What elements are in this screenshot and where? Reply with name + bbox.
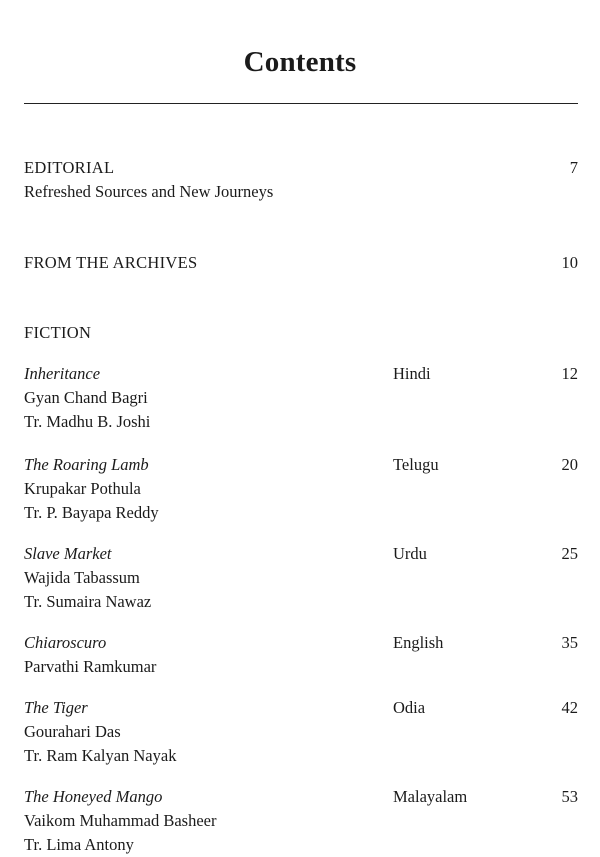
entry-translator: Tr. Madhu B. Joshi [24, 412, 151, 431]
entry-translator: Tr. P. Bayapa Reddy [24, 503, 159, 522]
entry-language: Urdu [393, 544, 427, 563]
editorial-page-number: 7 [569, 158, 578, 177]
entry-language: Malayalam [393, 787, 468, 806]
entry-author: Wajida Tabassum [24, 568, 140, 587]
entry-title: The Honeyed Mango [24, 787, 163, 806]
entry-title: Chiaroscuro [24, 633, 107, 652]
entry-translator: Tr. Ram Kalyan Nayak [24, 746, 177, 765]
archives-heading: FROM THE ARCHIVES [24, 253, 198, 272]
entry-language: Odia [393, 698, 426, 717]
fiction-heading: FICTION [24, 323, 92, 342]
entry-author: Parvathi Ramkumar [24, 657, 157, 676]
entry-author: Gourahari Das [24, 722, 121, 741]
entry-page-number: 12 [561, 364, 578, 383]
entry-title: Inheritance [24, 364, 101, 383]
entry-page-number: 20 [561, 455, 578, 474]
entry-page-number: 42 [561, 698, 578, 717]
entry-language: Telugu [393, 455, 439, 474]
entry-language: Hindi [393, 364, 431, 383]
entry-page-number: 25 [561, 544, 578, 563]
entry-title: The Roaring Lamb [24, 455, 149, 474]
entry-language: English [393, 633, 444, 652]
entry-page-number: 35 [561, 633, 578, 652]
entry-title: The Tiger [24, 698, 88, 717]
editorial-heading: EDITORIAL [24, 158, 115, 177]
entry-translator: Tr. Sumaira Nawaz [24, 592, 152, 611]
entry-translator: Tr. Lima Antony [24, 835, 134, 854]
entry-author: Gyan Chand Bagri [24, 388, 148, 407]
archives-page-number: 10 [561, 253, 578, 272]
entry-author: Krupakar Pothula [24, 479, 141, 498]
entry-author: Vaikom Muhammad Basheer [24, 811, 217, 830]
entry-page-number: 53 [561, 787, 578, 806]
page-title: Contents [243, 46, 357, 78]
entry-title: Slave Market [24, 544, 112, 563]
title-divider [24, 103, 578, 104]
editorial-subtitle: Refreshed Sources and New Journeys [24, 182, 274, 201]
